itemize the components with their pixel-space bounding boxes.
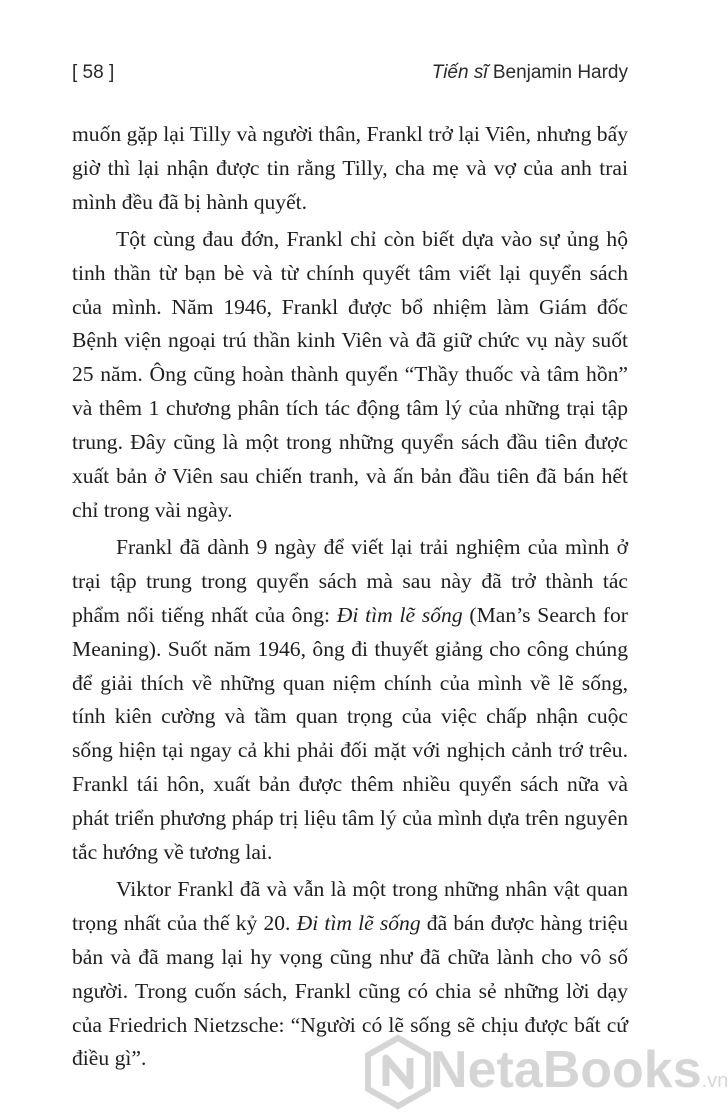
paragraph-3-text-a: Frankl đã dành 9 ngày để viết lại trải nghiệm của mình ở trại tập trung trong quyển sách mà sau này đã trở thành tác phẩm nổi tiếng nhất của ông:	[72, 534, 628, 627]
body-text	[72, 118, 628, 1079]
paragraph-3-text-b: (Man’s Search for Meaning). Suốt năm 1946, ông đi thuyết giảng cho công chúng để giải thích về những quan niệm chính của mình về lẽ sống, tính kiên cường và tầm quan trọng của việc chấp nhận cuộc sống hiện tại ngay cả khi phải đối mặt với nghịch cảnh trớ trêu. Frankl tái hôn, xuất bản được thêm nhiều quyển sách nữa và phát triển phương pháp trị liệu tâm lý của mình dựa trên nguyên tắc hướng về tương lai.	[72, 602, 628, 865]
netabooks-logo-icon	[362, 1036, 434, 1108]
paragraph-1: muốn gặp lại Tilly và người thân, Frankl trở lại Viên, nhưng bấy giờ thì lại nhận được tin rằng Tilly, cha mẹ và vợ của anh trai mình đều đã bị hành quyết.	[72, 122, 628, 214]
book-title: Đi tìm lẽ sống	[296, 910, 421, 935]
author-prefix: Tiến sĩ	[431, 62, 488, 83]
paragraph-4-text-a: Viktor Frankl đã và vẫn là một trong những nhân vật quan trọng nhất của thế kỷ 20.	[72, 876, 628, 935]
page-number: [ 58 ]	[72, 62, 115, 83]
netabooks-watermark	[362, 1036, 728, 1108]
watermark-text	[430, 1040, 728, 1100]
watermark-brand: NetaBooks	[430, 1041, 702, 1099]
running-header	[72, 62, 628, 94]
paragraph-3	[72, 531, 628, 870]
book-title: Đi tìm lẽ sống	[336, 602, 463, 627]
paragraph-2: Tột cùng đau đớn, Frankl chỉ còn biết dựa vào sự ủng hộ tinh thần từ bạn bè và từ chính quyết tâm viết lại quyển sách của mình. Năm 1946, Frankl được bổ nhiệm làm Giám đốc Bệnh viện ngoại trú thần kinh Viên và đã giữ chức vụ này suốt 25 năm. Ông cũng hoàn thành quyển “Thầy thuốc và tâm hồn” và thêm 1 chương phân tích tác động tâm lý của những trại tập trung. Đây cũng là một trong những quyển sách đầu tiên được xuất bản ở Viên sau chiến tranh, và ấn bản đầu tiên đã bán hết chỉ trong vài ngày.	[72, 226, 628, 522]
author-name: Benjamin Hardy	[492, 62, 628, 83]
running-head-author	[432, 62, 628, 84]
paragraph-4-text-b: đã bán được hàng triệu bản và đã mang lại hy vọng cũng như đã chữa lành cho vô số người. Trong cuốn sách, Frankl cũng có chia sẻ những lời dạy của Friedrich Nietzsche: “Người có lẽ sống sẽ chịu được bất cứ điều gì”.	[72, 910, 629, 1071]
watermark-suffix: .vn	[701, 1070, 728, 1092]
